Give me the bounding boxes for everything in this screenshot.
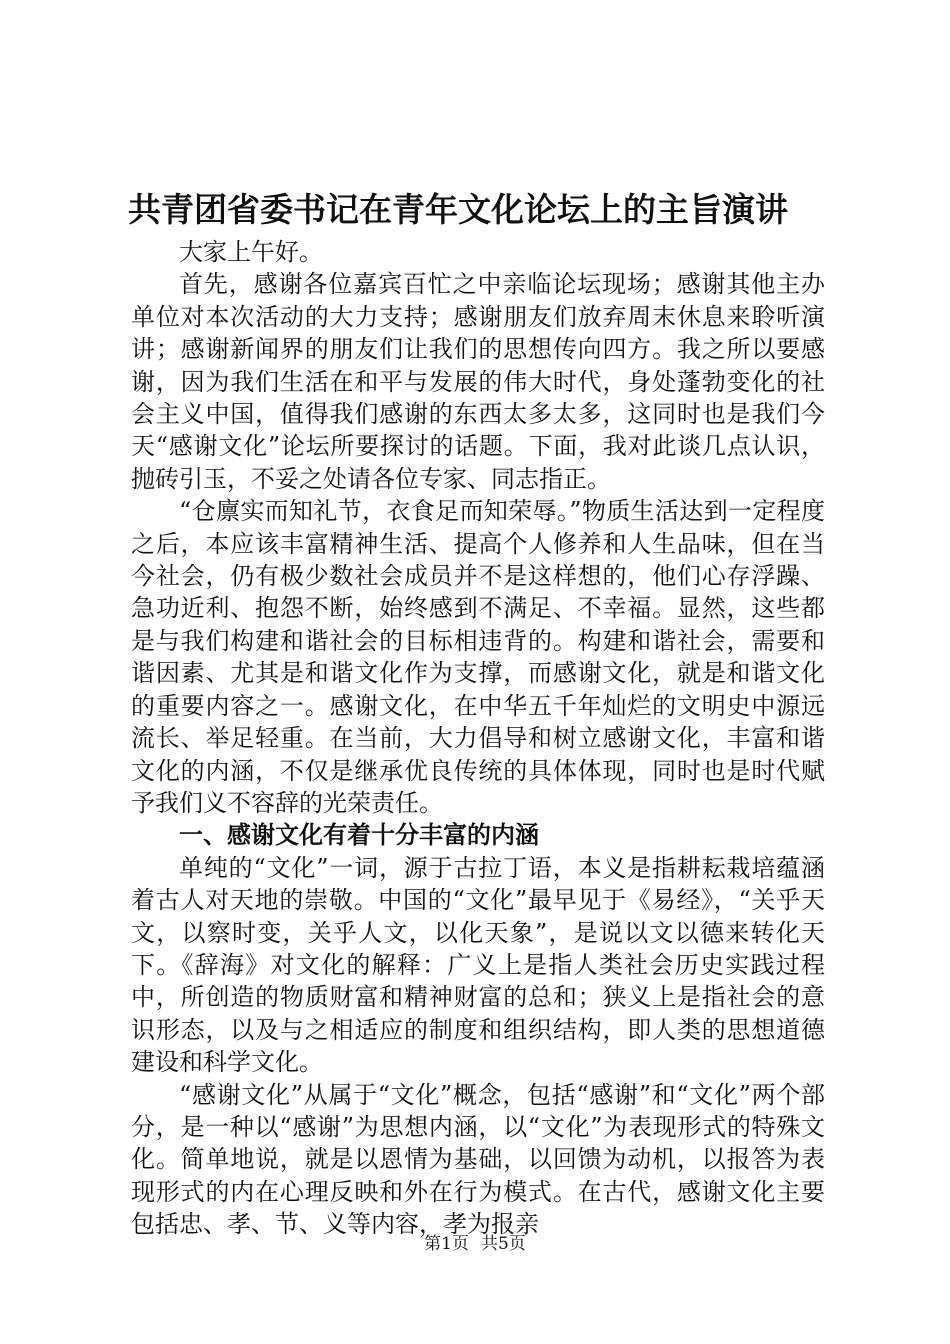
paragraph-thanks-culture: “感谢文化”从属于“文化”概念，包括“感谢”和“文化”两个部分，是一种以“感谢”为思想内涵，以“文化”为表现形式的特殊文化。简单地说，就是以恩情为基础，以回馈为动机，以报答为表现形式的内在心理反映和外在行为模式。在古代，感谢文化主要包括忠、孝、节、义等内容，孝为报亲 — [131, 1080, 825, 1239]
page-footer — [0, 1233, 950, 1255]
document-body — [131, 236, 825, 1241]
document-title: 共青团省委书记在青年文化论坛上的主旨演讲 — [128, 190, 788, 229]
page-total: 共5页 — [481, 1234, 526, 1254]
paragraph-greeting: 大家上午好。 — [179, 238, 323, 266]
section-heading-1: 一、感谢文化有着十分丰富的内涵 — [179, 821, 539, 850]
paragraph-harmony: “仓廪实而知礼节，衣食足而知荣辱。”物质生活达到一定程度之后，本应该丰富精神生活、提高个人修养和人生品味，但在当今社会，仍有极少数社会成员并不是这样想的，他们心存浮躁、急功近利、抱怨不断，始终感到不满足、不幸福。显然，这些都是与我们构建和谐社会的目标相违背的。构建和谐社会，需要和谐因素、尤其是和谐文化作为支撑，而感谢文化，就是和谐文化的重要内容之一。感谢文化，在中华五千年灿烂的文明史中源远流长、举足轻重。在当前，大力倡导和树立感谢文化，丰富和谐文化的内涵，不仅是继承优良传统的具体体现，同时也是时代赋予我们义不容辞的光荣责任。 — [131, 497, 825, 817]
paragraph-culture-definition: 单纯的“文化”一词，源于古拉丁语，本义是指耕耘栽培蕴涵着古人对天地的崇敬。中国的“文化”最早见于《易经》，“关乎天文，以察时变，关乎人文，以化天象”，是说以文以德来转化天下。《辞海》对文化的解释：广义上是指人类社会历史实践过程中，所创造的物质财富和精神财富的总和；狭义上是指社会的意识形态，以及与之相适应的制度和组织结构，即人类的思想道德建设和科学文化。 — [131, 853, 825, 1077]
paragraph-thanks: 首先，感谢各位嘉宾百忙之中亲临论坛现场；感谢其他主办单位对本次活动的大力支持；感谢朋友们放弃周末休息来聆听演讲；感谢新闻界的朋友们让我们的思想传向四方。我之所以要感谢，因为我们生活在和平与发展的伟大时代，身处蓬勃变化的社会主义中国，值得我们感谢的东西太多太多，这同时也是我们今天“感谢文化”论坛所要探讨的话题。下面，我对此谈几点认识，抛砖引玉，不妥之处请各位专家、同志指正。 — [131, 270, 825, 493]
page-number: 第1页 — [424, 1234, 469, 1254]
